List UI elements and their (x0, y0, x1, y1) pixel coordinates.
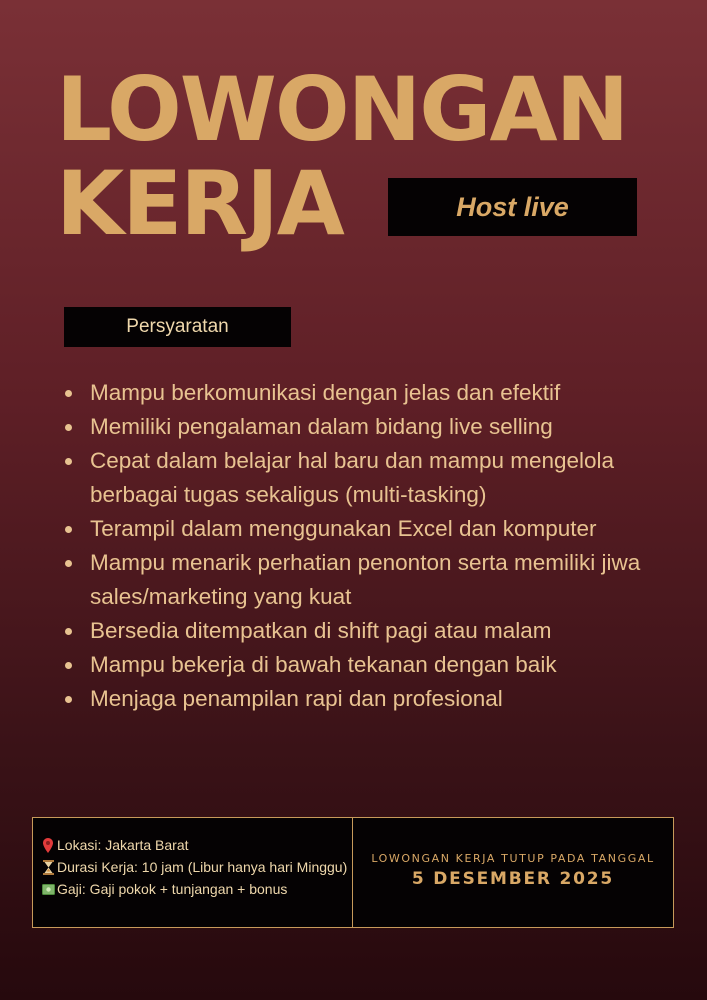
requirement-text: Bersedia ditempatkan di shift pagi atau malam (90, 618, 552, 643)
requirement-item (62, 376, 682, 410)
requirements-header-label: Persyaratan (126, 316, 229, 337)
headline-line-1: LOWONGAN (56, 58, 628, 161)
requirements-header (64, 307, 291, 347)
closing-date: 5 DESEMBER 2025 (411, 869, 615, 889)
closing-date-block (353, 818, 673, 927)
closing-label: LOWONGAN KERJA TUTUP PADA TANGGAL (371, 852, 655, 865)
requirement-item (62, 444, 682, 512)
headline-line-2: KERJA (56, 152, 343, 255)
salary-row (41, 878, 352, 900)
requirement-text: Mampu menarik perhatian penonton serta memiliki jiwa sales/marketing yang kuat (90, 550, 641, 609)
requirement-text: Memiliki pengalaman dalam bidang live selling (90, 414, 553, 439)
duration-text: Durasi Kerja: 10 jam (Libur hanya hari Minggu) (57, 859, 348, 875)
bullet-icon (65, 390, 72, 397)
requirement-item (62, 410, 682, 444)
role-badge (388, 178, 637, 236)
requirement-item (62, 682, 682, 716)
location-row (41, 834, 352, 856)
requirement-item (62, 512, 682, 546)
requirements-list (62, 376, 682, 716)
requirement-item (62, 614, 682, 648)
bullet-icon (65, 424, 72, 431)
location-pin-icon (41, 837, 55, 853)
bullet-icon (65, 696, 72, 703)
hourglass-icon (41, 859, 55, 875)
role-title: Host live (456, 191, 569, 222)
requirement-text: Terampil dalam menggunakan Excel dan komputer (90, 516, 597, 541)
bullet-icon (65, 526, 72, 533)
bullet-icon (65, 458, 72, 465)
bullet-icon (65, 662, 72, 669)
requirement-text: Mampu berkomunikasi dengan jelas dan efektif (90, 380, 561, 405)
location-text: Lokasi: Jakarta Barat (57, 837, 189, 853)
salary-text: Gaji: Gaji pokok + tunjangan + bonus (57, 881, 288, 897)
requirement-item (62, 648, 682, 682)
bullet-icon (65, 628, 72, 635)
requirement-item (62, 546, 682, 614)
duration-row (41, 856, 352, 878)
requirement-text: Cepat dalam belajar hal baru dan mampu mengelola berbagai tugas sekaligus (multi-tasking) (90, 448, 615, 507)
bullet-icon (65, 560, 72, 567)
requirement-text: Menjaga penampilan rapi dan profesional (90, 686, 503, 711)
requirement-text: Mampu bekerja di bawah tekanan dengan baik (90, 652, 557, 677)
info-panel (32, 817, 674, 928)
job-details (33, 818, 353, 927)
money-icon (41, 881, 55, 897)
